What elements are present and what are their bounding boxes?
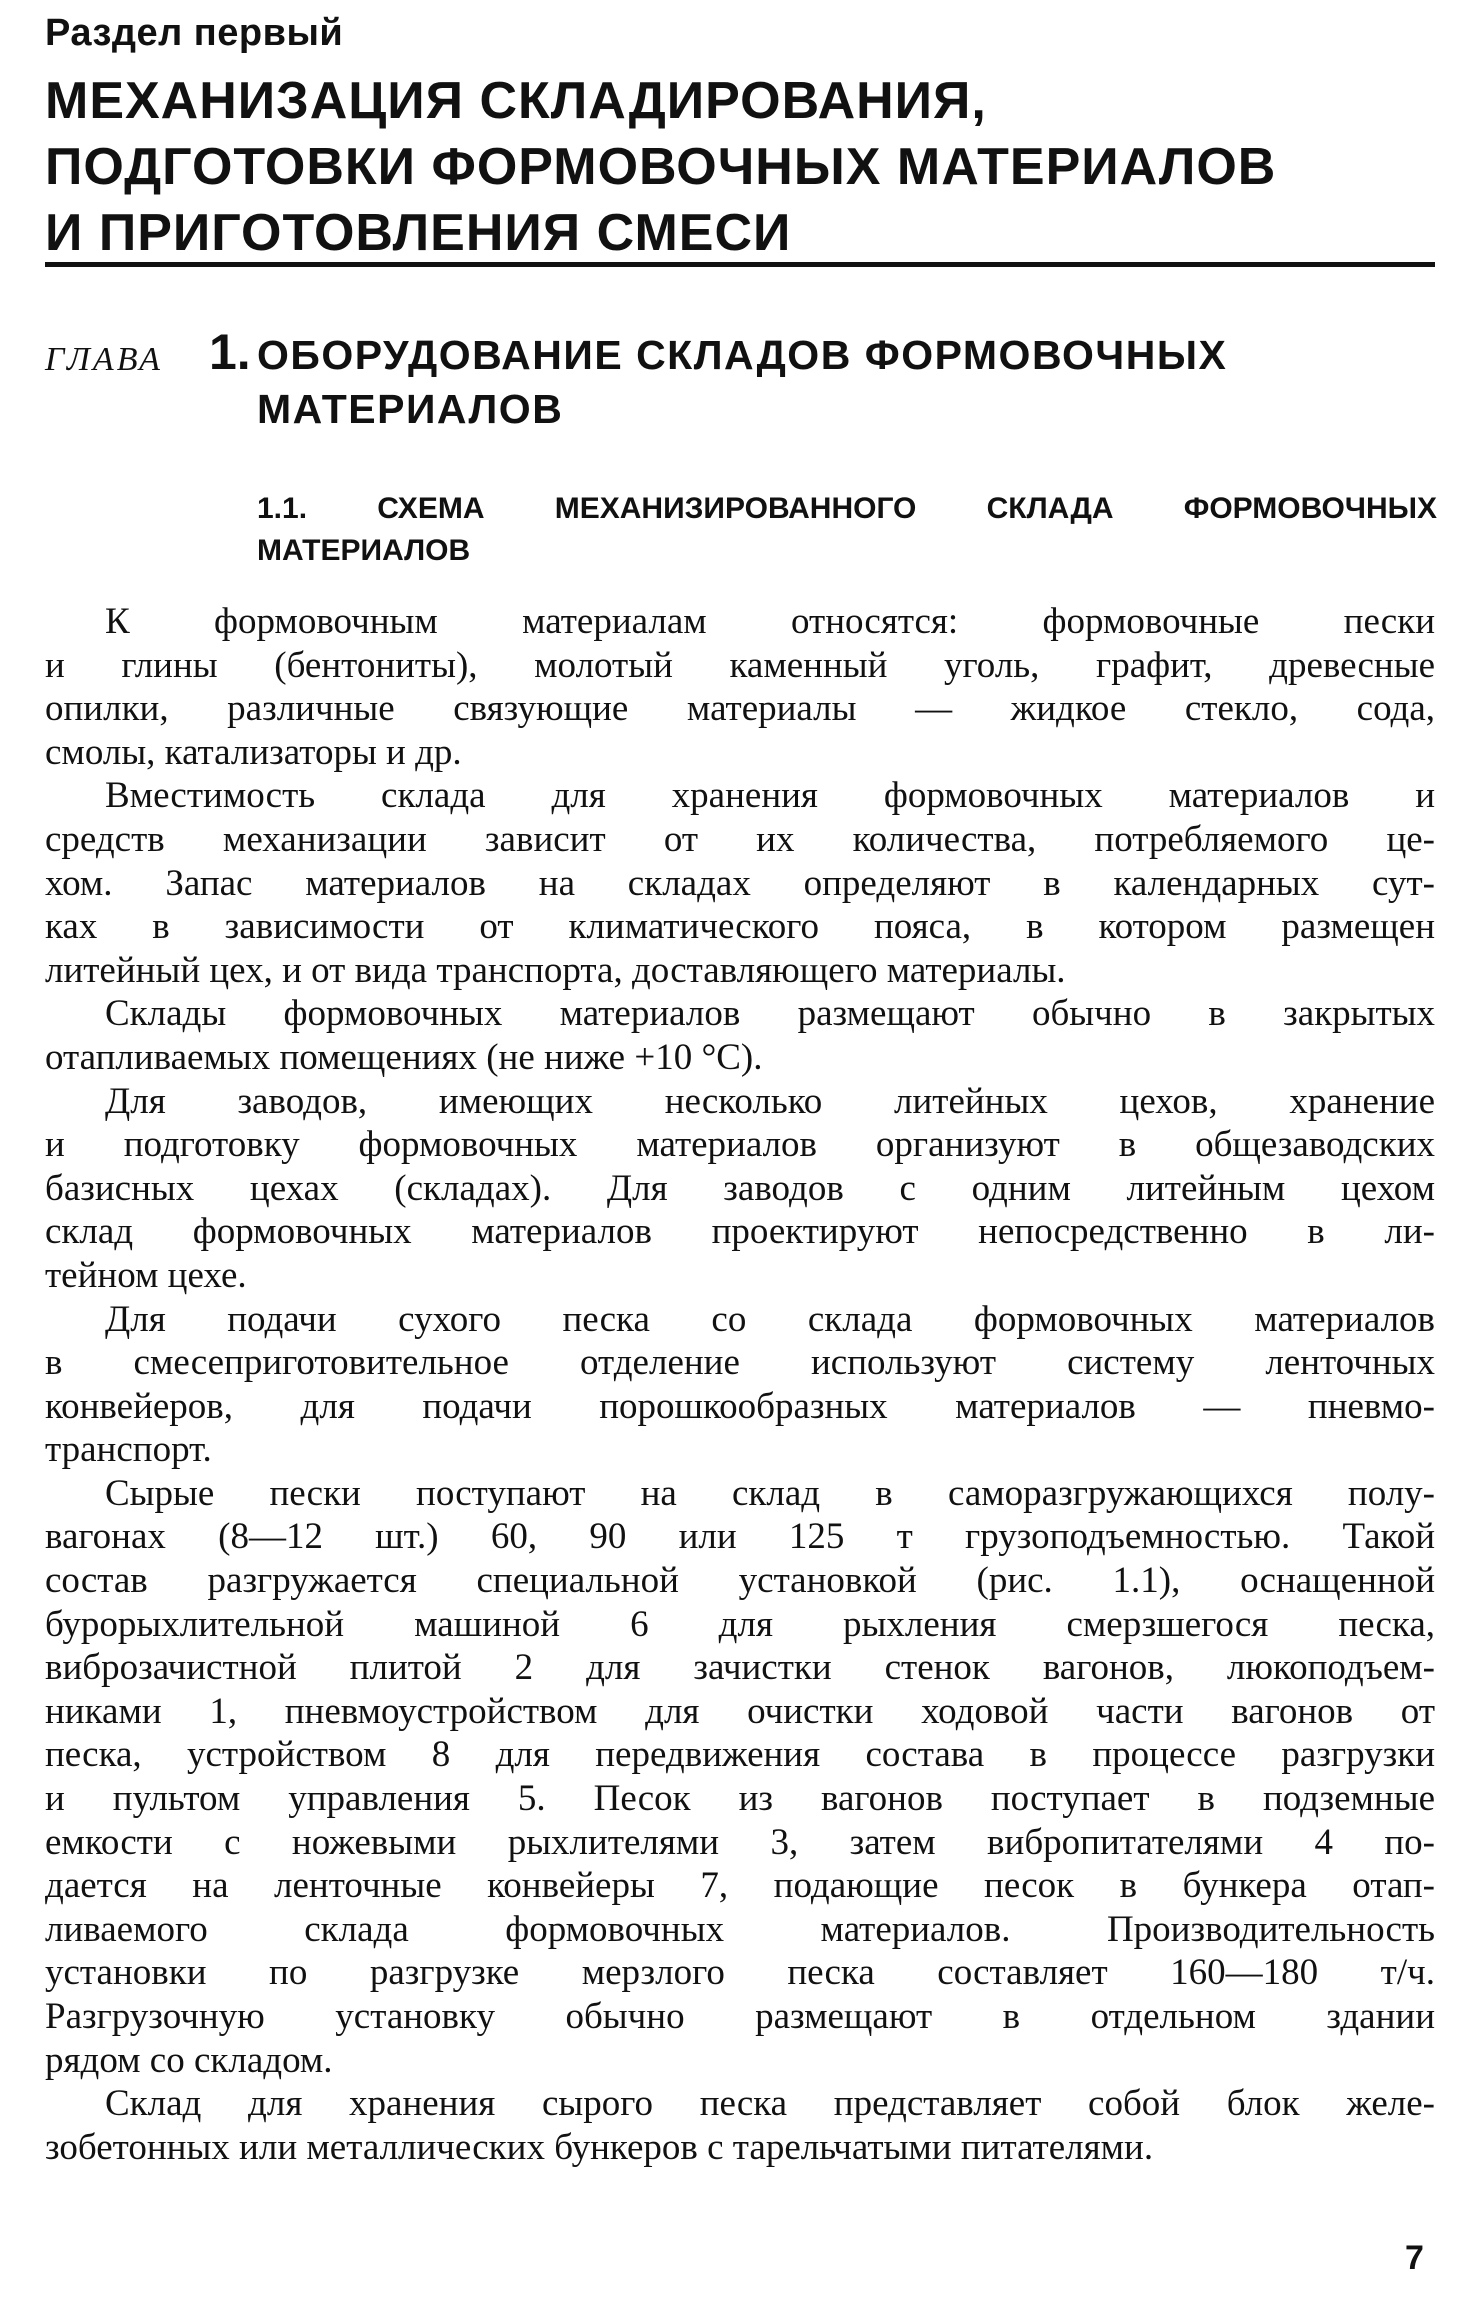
section-divider (45, 262, 1435, 267)
paragraph-line: Склад для хранения сырого песка представляет собой блок желе- (105, 2083, 1435, 2125)
paragraph-line: рядом со складом. (45, 2039, 333, 2081)
paragraph-line: песка, устройством 8 для передвижения состава в процессе разгрузки (45, 1734, 1435, 1776)
paragraph (45, 1298, 1435, 1472)
paragraph-line: дается на ленточные конвейеры 7, подающие песок в бункера отап- (45, 1865, 1435, 1907)
paragraph-line: Сырые пески поступают на склад в саморазгружающихся полу- (105, 1472, 1435, 1514)
paragraph-line: бурорыхлительной машиной 6 для рыхления смерзшегося песка, (45, 1603, 1435, 1645)
paragraph-line: средств механизации зависит от их количества, потребляемого це- (45, 818, 1435, 860)
paragraph-line: К формовочным материалам относятся: формовочные пески (105, 601, 1435, 642)
paragraph-line: ках в зависимости от климатического пояса, в котором размещен (45, 906, 1435, 948)
paragraph-line: транспорт. (45, 1429, 212, 1471)
paragraph-line: склад формовочных материалов проектируют непосредственно в ли- (45, 1211, 1435, 1253)
paragraph-line: Вместимость склада для хранения формовочных материалов и (105, 775, 1435, 817)
section-label: Раздел первый (45, 12, 344, 54)
section-title-line: И ПРИГОТОВЛЕНИЯ СМЕСИ (45, 204, 792, 262)
chapter-title-line: ОБОРУДОВАНИЕ СКЛАДОВ ФОРМОВОЧНЫХ (257, 332, 1228, 378)
page-number: 7 (1405, 2239, 1424, 2277)
paragraph-line: базисных цехах (складах). Для заводов с одним литейным цехом (45, 1167, 1435, 1209)
paragraph-line: хом. Запас материалов на складах определяют в календарных сут- (45, 862, 1435, 904)
paragraph (45, 992, 1435, 1079)
paragraph-line: виброзачистной плитой 2 для зачистки стенок вагонов, люкоподъем- (45, 1647, 1435, 1689)
paragraph-line: Разгрузочную установку обычно размещают в отдельном здании (45, 1996, 1435, 2037)
section-title-line: МЕХАНИЗАЦИЯ СКЛАДИРОВАНИЯ, (45, 72, 987, 130)
section-title-line: ПОДГОТОВКИ ФОРМОВОЧНЫХ МАТЕРИАЛОВ (45, 138, 1277, 196)
paragraph-line: установки по разгрузке мерзлого песка составляет 160—180 т/ч. (45, 1952, 1435, 1994)
paragraph-line: Склады формовочных материалов размещают обычно в закрытых (105, 993, 1435, 1035)
chapter-label: ГЛАВА (45, 341, 163, 378)
paragraph-line: конвейеров, для подачи порошкообразных материалов — пневмо- (45, 1385, 1435, 1427)
paragraph-line: и пультом управления 5. Песок из вагонов поступает в подземные (45, 1778, 1435, 1820)
subsection-heading (257, 488, 1437, 572)
paragraph-line: состав разгружается специальной установкой (рис. 1.1), оснащенной (45, 1560, 1435, 1602)
paragraph-line: и глины (бентониты), молотый каменный уголь, графит, древесные (45, 644, 1435, 686)
paragraph-line: литейный цех, и от вида транспорта, доставляющего материалы. (45, 949, 1066, 991)
paragraph-line: ливаемого склада формовочных материалов. Производительность (45, 1908, 1435, 1950)
paragraph-line: в смесеприготовительное отделение используют систему ленточных (45, 1342, 1435, 1384)
body-text (45, 600, 1435, 2169)
paragraph-line: емкости с ножевыми рыхлителями 3, затем вибропитателями 4 по- (45, 1821, 1435, 1863)
paragraph-line: никами 1, пневмоустройством для очистки ходовой части вагонов от (45, 1690, 1435, 1732)
paragraph-line: опилки, различные связующие материалы — жидкое стекло, сода, (45, 688, 1435, 730)
paragraph-line: вагонах (8—12 шт.) 60, 90 или 125 т грузоподъемностью. Такой (45, 1516, 1435, 1558)
paragraph-line: Для подачи сухого песка со склада формовочных материалов (105, 1298, 1435, 1340)
paragraph (45, 1472, 1435, 2082)
chapter-title-line: МАТЕРИАЛОВ (257, 386, 564, 432)
paragraph (45, 774, 1435, 992)
subsection-title-line: 1.1. СХЕМА МЕХАНИЗИРОВАННОГО СКЛАДА ФОРМОВОЧНЫХ (257, 492, 1437, 525)
paragraph-line: и подготовку формовочных материалов организуют в общезаводских (45, 1124, 1435, 1166)
paragraph-line: Для заводов, имеющих несколько литейных цехов, хранение (105, 1080, 1435, 1122)
paragraph-line: смолы, катализаторы и др. (45, 731, 462, 773)
paragraph (45, 600, 1435, 774)
subsection-title-line: МАТЕРИАЛОВ (257, 534, 471, 567)
paragraph (45, 2082, 1435, 2169)
chapter-number: 1. (209, 324, 251, 380)
paragraph-line: отапливаемых помещениях (не ниже +10 °С). (45, 1036, 763, 1078)
chapter-title (257, 328, 1437, 436)
paragraph-line: тейном цехе. (45, 1254, 247, 1296)
paragraph-line: зобетонных или металлических бункеров с тарельчатыми питателями. (45, 2126, 1154, 2168)
section-title (45, 68, 1425, 266)
paragraph (45, 1080, 1435, 1298)
